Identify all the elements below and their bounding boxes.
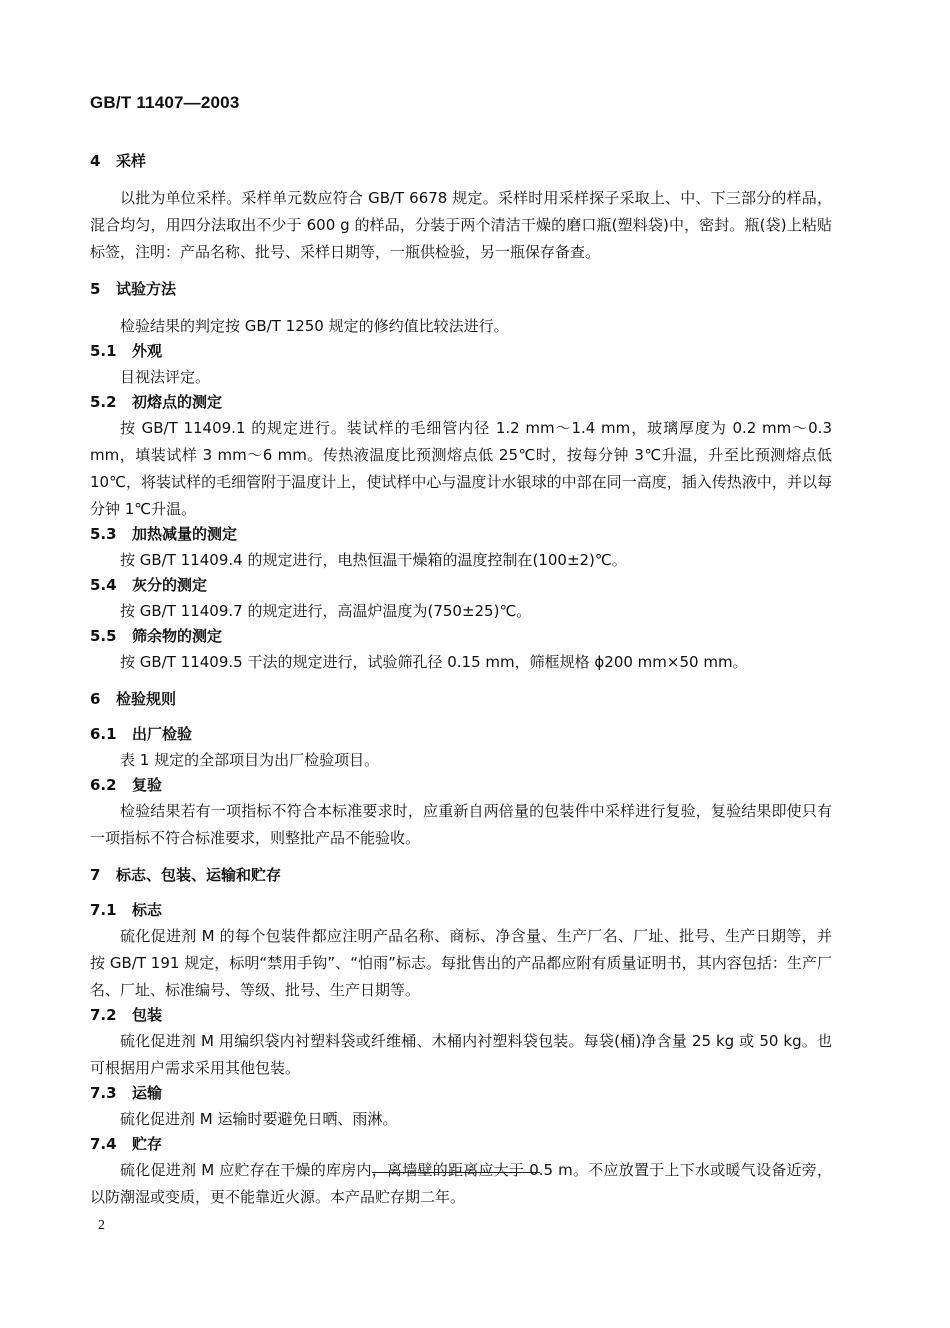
subsection-6-2-heading [90, 774, 832, 798]
subsection-title: 出厂检验 [132, 725, 193, 743]
subsection-5-2-text: 按 GB/T 11409.1 的规定进行。装试样的毛细管内径 1.2 mm～1.4 mm，玻璃厚度为 0.2 mm～0.3 mm，填装试样 3 mm～6 mm。传热液温度比预测熔点低 25℃时，按每分钟 3℃升温，升至比预测熔点低 10℃，将装试样的毛细管附于温度计上，使试样中心与温度计水银球的中部在同一高度，插入传热液中，并以每分钟 1℃升温。 [90, 419, 832, 518]
subsection-7-2-text: 硫化促进剂 M 用编织袋内衬塑料袋或纤维桶、木桶内衬塑料袋包装。每袋(桶)净含量 25 kg 或 50 kg。也可根据用户需求采用其他包装。 [90, 1032, 832, 1077]
subsection-number: 7.1 [90, 901, 117, 919]
subsection-5-4-heading [90, 574, 832, 598]
section-title: 试验方法 [116, 280, 177, 298]
subsection-5-3-text: 按 GB/T 11409.4 的规定进行，电热恒温干燥箱的温度控制在(100±2)℃。 [120, 551, 627, 569]
section-number: 7 [90, 866, 101, 884]
subsection-7-3-text: 硫化促进剂 M 运输时要避免日晒、雨淋。 [120, 1110, 398, 1128]
subsection-5-5-text: 按 GB/T 11409.5 干法的规定进行，试验筛孔径 0.15 mm，筛框规格 ϕ200 mm×50 mm。 [120, 653, 748, 671]
section-7-heading [90, 864, 832, 885]
section-5-intro: 检验结果的判定按 GB/T 1250 规定的修约值比较法进行。 [120, 317, 509, 335]
subsection-7-4-text: 硫化促进剂 M 应贮存在干燥的库房内，离墙壁的距离应大于 0.5 m。不应放置于上下水或暖气设备近旁，以防潮湿或变质，更不能靠近火源。本产品贮存期二年。 [90, 1161, 832, 1206]
subsection-title: 灰分的测定 [132, 576, 208, 594]
subsection-number: 5.1 [90, 342, 117, 360]
subsection-7-2-heading [90, 1004, 832, 1028]
subsection-7-1-text: 硫化促进剂 M 的每个包装件都应注明产品名称、商标、净含量、生产厂名、厂址、批号、生产日期等，并按 GB/T 191 规定，标明“禁用手钩”、“怕雨”标志。每批售出的产品都应附有质量证明书，其内容包括：生产厂名、厂址、标准编号、等级、批号、生产日期等。 [90, 927, 832, 999]
subsection-5-3-heading [90, 523, 832, 547]
subsection-5-5-heading [90, 625, 832, 649]
end-rule [372, 1172, 540, 1173]
section-number: 4 [90, 152, 101, 170]
subsection-title: 初熔点的测定 [132, 393, 223, 411]
subsection-title: 贮存 [132, 1135, 163, 1153]
subsection-number: 7.4 [90, 1135, 117, 1153]
subsection-title: 标志 [132, 901, 163, 919]
section-title: 检验规则 [116, 690, 177, 708]
section-number: 5 [90, 280, 101, 298]
subsection-number: 7.3 [90, 1084, 117, 1102]
section-title: 采样 [116, 152, 147, 170]
section-5-heading [90, 278, 832, 299]
subsection-7-3-heading [90, 1082, 832, 1106]
subsection-number: 7.2 [90, 1006, 117, 1024]
subsection-title: 筛余物的测定 [132, 627, 223, 645]
page-number: 2 [98, 1218, 105, 1233]
subsection-number: 5.3 [90, 525, 117, 543]
subsection-5-4-text: 按 GB/T 11409.7 的规定进行，高温炉温度为(750±25)℃。 [120, 602, 532, 620]
standard-code-header: GB/T 11407—2003 [90, 93, 240, 112]
subsection-number: 5.5 [90, 627, 117, 645]
subsection-5-1-text: 目视法评定。 [120, 368, 211, 386]
subsection-6-1-text: 表 1 规定的全部项目为出厂检验项目。 [120, 751, 380, 769]
section-6-heading [90, 688, 832, 709]
subsection-6-1-heading [90, 723, 832, 747]
subsection-5-2-heading [90, 391, 832, 415]
subsection-title: 复验 [132, 776, 163, 794]
subsection-title: 加热减量的测定 [132, 525, 238, 543]
subsection-7-1-heading [90, 899, 832, 923]
document-body [90, 150, 832, 1211]
section-4-paragraph: 以批为单位采样。采样单元数应符合 GB/T 6678 规定。采样时用采样探子采取上、中、下三部分的样品，混合均匀，用四分法取出不少于 600 g 的样品，分装于两个清洁干燥的磨口瓶(塑料袋)中，密封。瓶(袋)上粘贴标签，注明：产品名称、批号、采样日期等，一瓶供检验，另一瓶保存备查。 [90, 189, 832, 261]
section-title: 标志、包装、运输和贮存 [116, 866, 282, 884]
subsection-number: 6.2 [90, 776, 117, 794]
subsection-6-2-text: 检验结果若有一项指标不符合本标准要求时，应重新自两倍量的包装件中采样进行复验，复验结果即使只有一项指标不符合标准要求，则整批产品不能验收。 [90, 802, 832, 847]
subsection-number: 5.4 [90, 576, 117, 594]
subsection-title: 运输 [132, 1084, 163, 1102]
subsection-7-4-heading [90, 1133, 832, 1157]
section-4-heading [90, 150, 832, 171]
subsection-title: 包装 [132, 1006, 163, 1024]
subsection-title: 外观 [132, 342, 163, 360]
subsection-number: 6.1 [90, 725, 117, 743]
subsection-5-1-heading [90, 340, 832, 364]
subsection-number: 5.2 [90, 393, 117, 411]
section-number: 6 [90, 690, 101, 708]
